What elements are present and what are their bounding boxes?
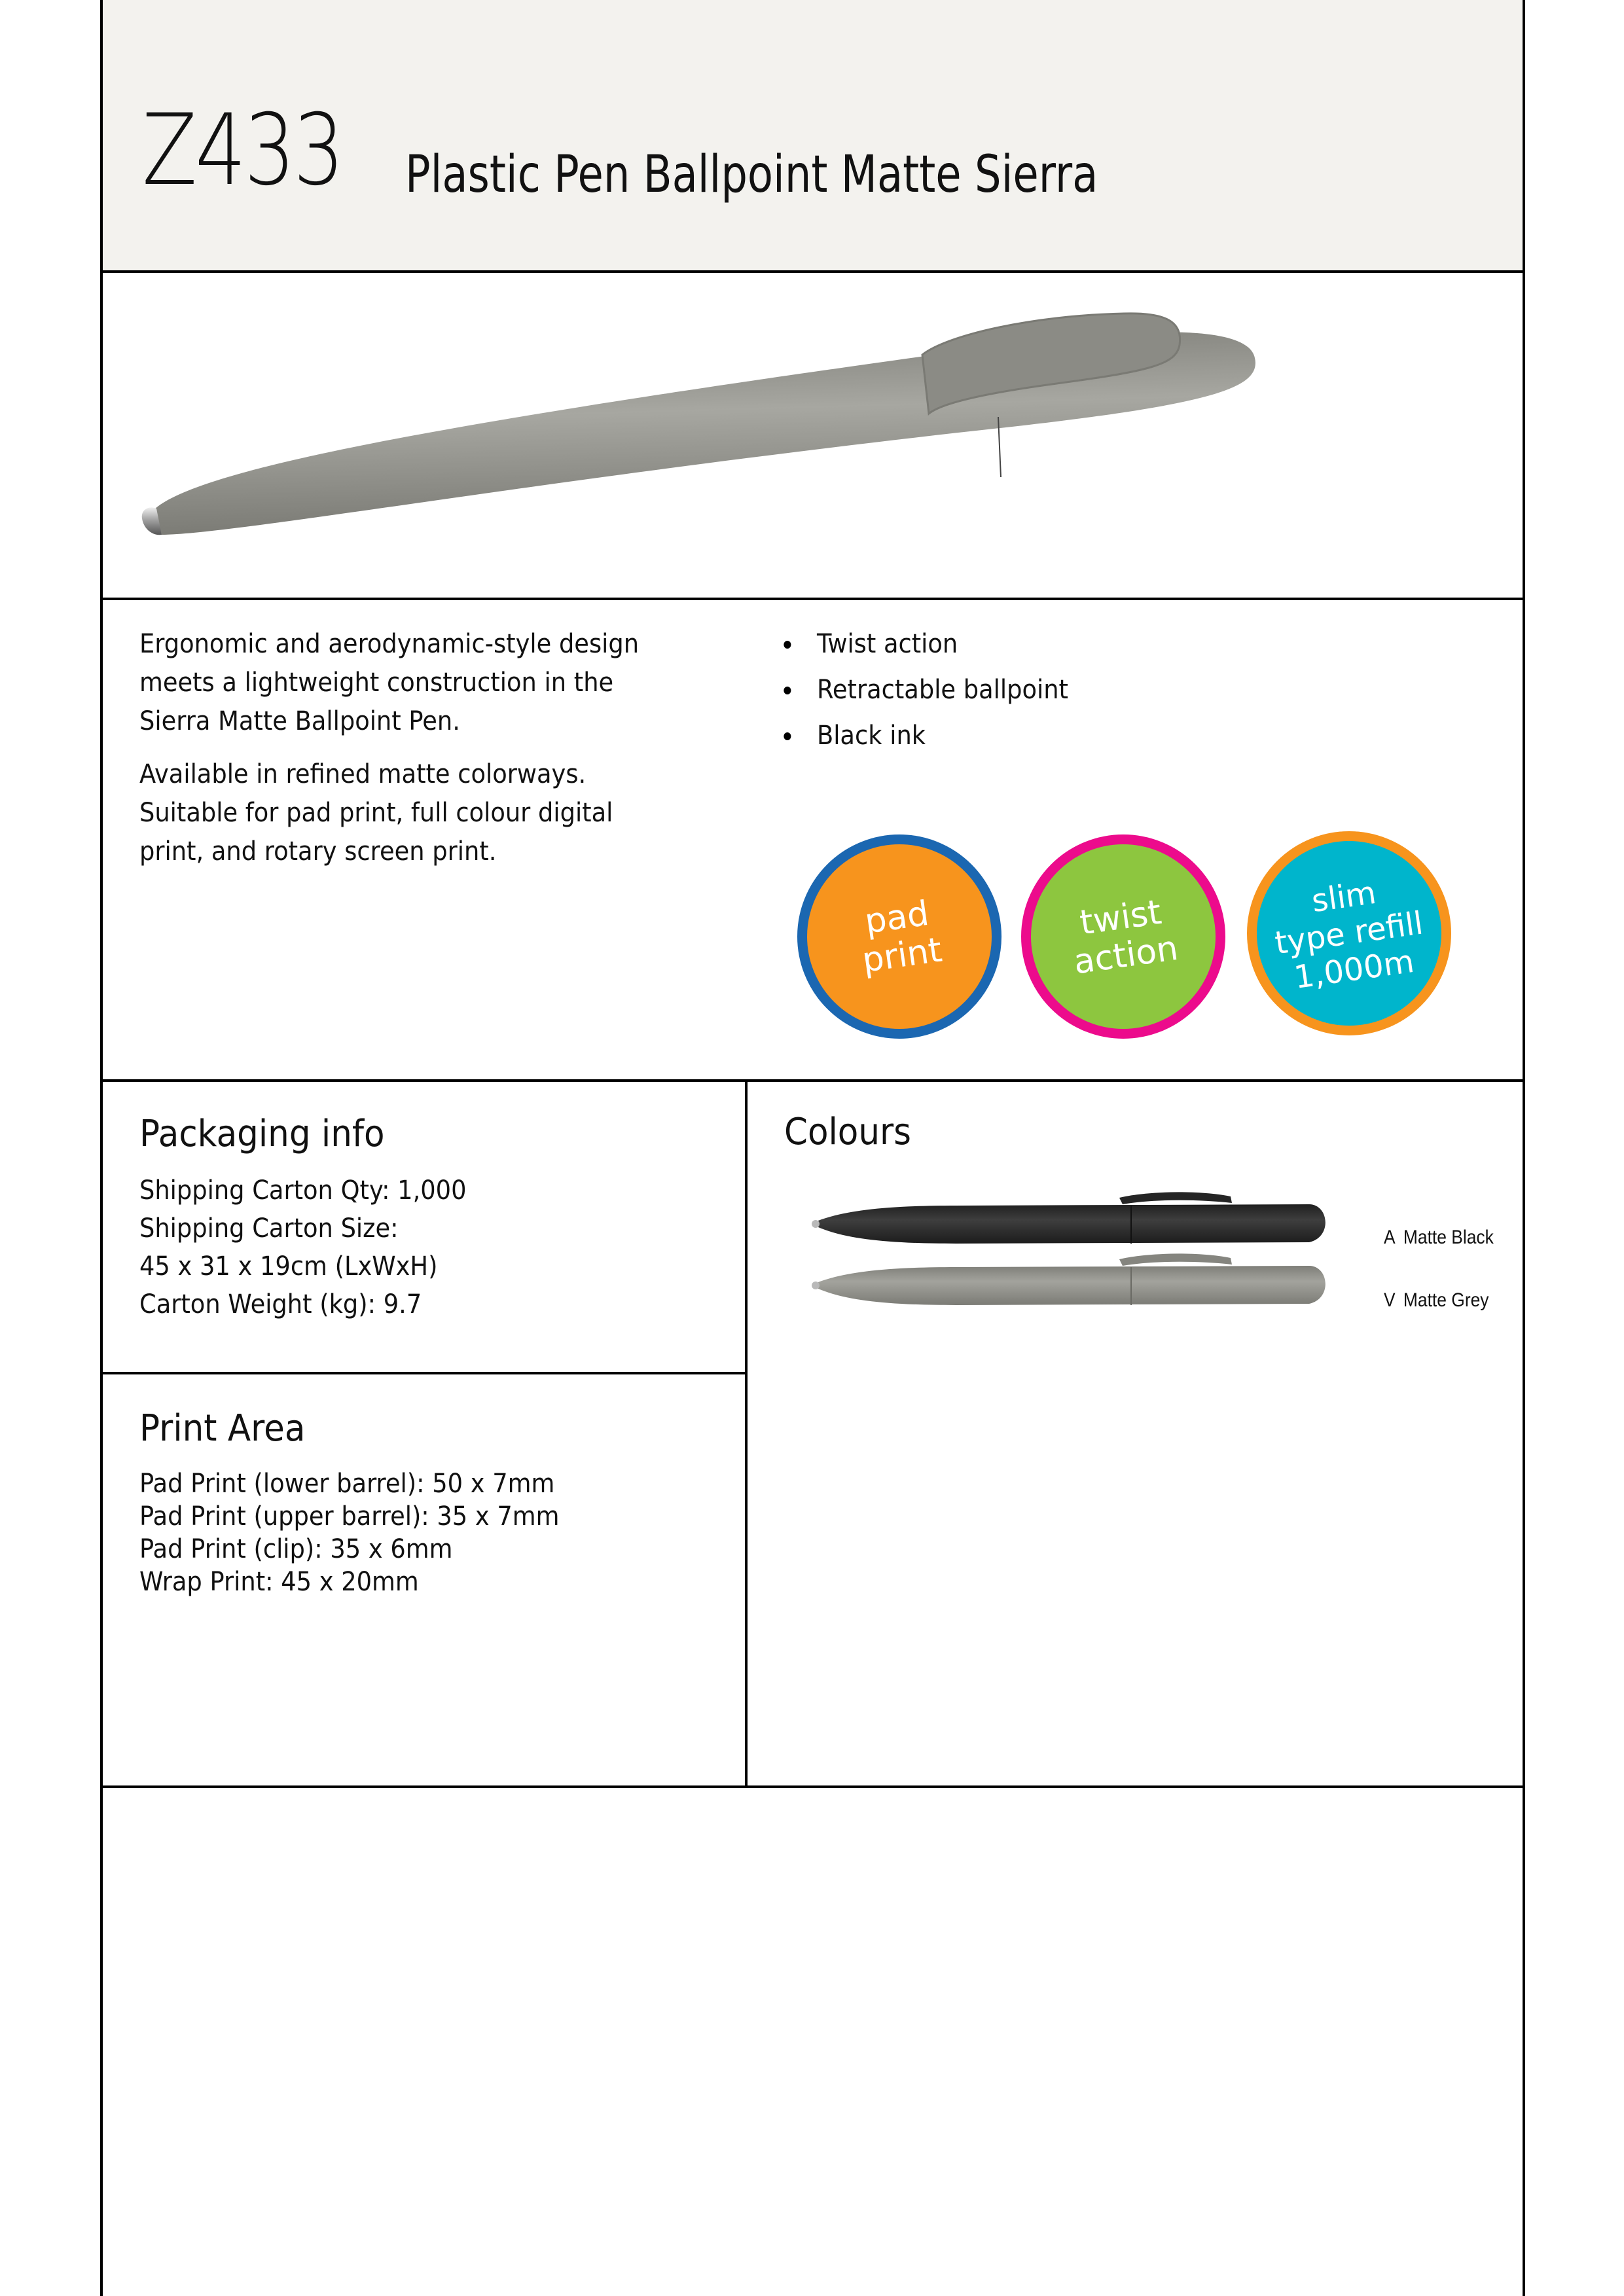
pen-illustration xyxy=(103,273,1523,598)
divider xyxy=(100,598,1525,600)
colours-title: Colours xyxy=(784,1111,912,1153)
pen-matte-grey xyxy=(812,1253,1326,1305)
feature-item: Retractable ballpoint xyxy=(779,671,1068,717)
colour-option-black: A Matte Black xyxy=(1384,1227,1494,1248)
feature-list xyxy=(779,625,1068,762)
description-paragraph: Ergonomic and aerodynamic-style design meets a lightweight construction in the Sierra Matte Ballpoint Pen. xyxy=(139,629,640,736)
packaging-title: Packaging info xyxy=(139,1113,385,1155)
print-area-line: Pad Print (upper barrel): 35 x 7mm xyxy=(139,1501,560,1532)
badge-pad-print: pad print xyxy=(797,834,1001,1039)
print-area-line: Pad Print (lower barrel): 50 x 7mm xyxy=(139,1469,555,1499)
colour-option-grey: V Matte Grey xyxy=(1384,1289,1489,1311)
product-description xyxy=(139,625,681,886)
divider xyxy=(100,1079,1525,1082)
print-area-line: Pad Print (clip): 35 x 6mm xyxy=(139,1534,453,1564)
product-code: Z433 xyxy=(142,94,342,207)
packaging-line: Shipping Carton Size: xyxy=(139,1213,399,1244)
pen-matte-black xyxy=(812,1192,1326,1244)
packaging-line: 45 x 31 x 19cm (LxWxH) xyxy=(139,1251,438,1282)
feature-item: Black ink xyxy=(779,717,1068,762)
print-area-line: Wrap Print: 45 x 20mm xyxy=(139,1567,419,1597)
packaging-line: Carton Weight (kg): 9.7 xyxy=(139,1289,422,1319)
packaging-line: Shipping Carton Qty: 1,000 xyxy=(139,1175,467,1206)
badge-twist-action: twist action xyxy=(1021,834,1225,1039)
divider xyxy=(100,1372,746,1374)
bullet-icon xyxy=(784,641,791,649)
description-paragraph: Available in refined matte colorways. Suitable for pad print, full colour digital print, and rotary screen print. xyxy=(139,759,613,867)
bullet-icon xyxy=(784,732,791,740)
print-area-title: Print Area xyxy=(139,1407,306,1450)
colour-swatch-pens xyxy=(805,1191,1348,1316)
divider xyxy=(100,1785,1525,1788)
packaging-details xyxy=(139,1172,467,1323)
feature-item: Twist action xyxy=(779,625,1068,671)
bullet-icon xyxy=(784,687,791,694)
product-title: Plastic Pen Ballpoint Matte Sierra xyxy=(405,145,1098,204)
column-divider xyxy=(745,1079,748,1787)
print-area-details xyxy=(139,1467,560,1598)
header xyxy=(103,0,1523,270)
hero-pen-image xyxy=(103,273,1523,598)
badge-slim-refill: slim type refill 1,000m xyxy=(1247,831,1451,1035)
